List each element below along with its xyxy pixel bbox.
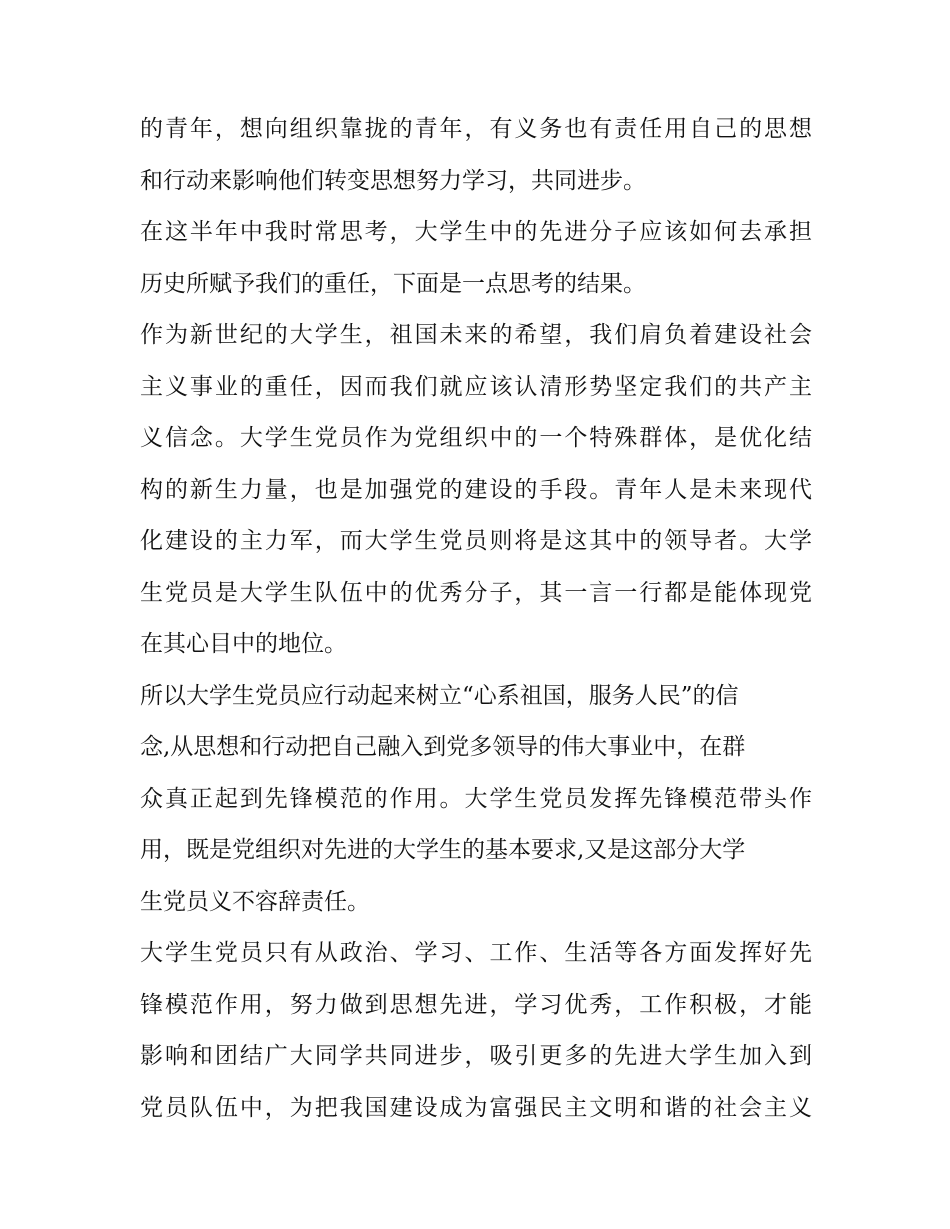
document-body <box>140 104 812 1134</box>
text-line: 念,从思想和行动把自己融入到党多领导的伟大事业中，在群 <box>140 734 746 760</box>
text-line: 影响和团结广大同学共同进步，吸引更多的先进大学生加入到 <box>140 1043 812 1069</box>
text-line: 在其心目中的地位。 <box>140 631 347 657</box>
text-line: 生党员义不容辞责任。 <box>140 888 370 915</box>
text-line: 众真正起到先锋模范的作用。大学生党员发挥先锋模范带头作 <box>140 785 812 812</box>
text-line: 的青年，想向组织靠拢的青年，有义务也有责任用自己的思想 <box>140 116 812 142</box>
text-line: 在这半年中我时常思考，大学生中的先进分子应该如何去承担 <box>140 219 812 245</box>
text-line: 作为新世纪的大学生，祖国未来的希望，我们肩负着建设社会 <box>140 322 812 348</box>
text-line: 所以大学生党员应行动起来树立“心系祖国，服务人民”的信 <box>140 682 739 709</box>
text-line: 构的新生力量，也是加强党的建设的手段。青年人是未来现代 <box>140 476 812 503</box>
text-line: 历史所赋予我们的重任，下面是一点思考的结果。 <box>140 270 646 297</box>
text-line: 锋模范作用，努力做到思想先进，学习优秀，工作积极，才能 <box>140 991 812 1018</box>
text-line: 用，既是党组织对先进的大学生的基本要求,又是这部分大学 <box>140 837 746 863</box>
text-line: 化建设的主力军，而大学生党员则将是这其中的领导者。大学 <box>140 528 812 554</box>
text-line: 大学生党员只有从政治、学习、工作、生活等各方面发挥好先 <box>140 940 812 966</box>
text-line: 义信念。大学生党员作为党组织中的一个特殊群体，是优化结 <box>140 425 812 451</box>
text-line: 主义事业的重任，因而我们就应该认清形势坚定我们的共产主 <box>140 373 812 400</box>
text-line: 党员队伍中，为把我国建设成为富强民主文明和谐的社会主义 <box>140 1094 812 1121</box>
text-line: 生党员是大学生队伍中的优秀分子，其一言一行都是能体现党 <box>140 579 812 606</box>
text-line: 和行动来影响他们转变思想努力学习，共同进步。 <box>140 167 646 194</box>
